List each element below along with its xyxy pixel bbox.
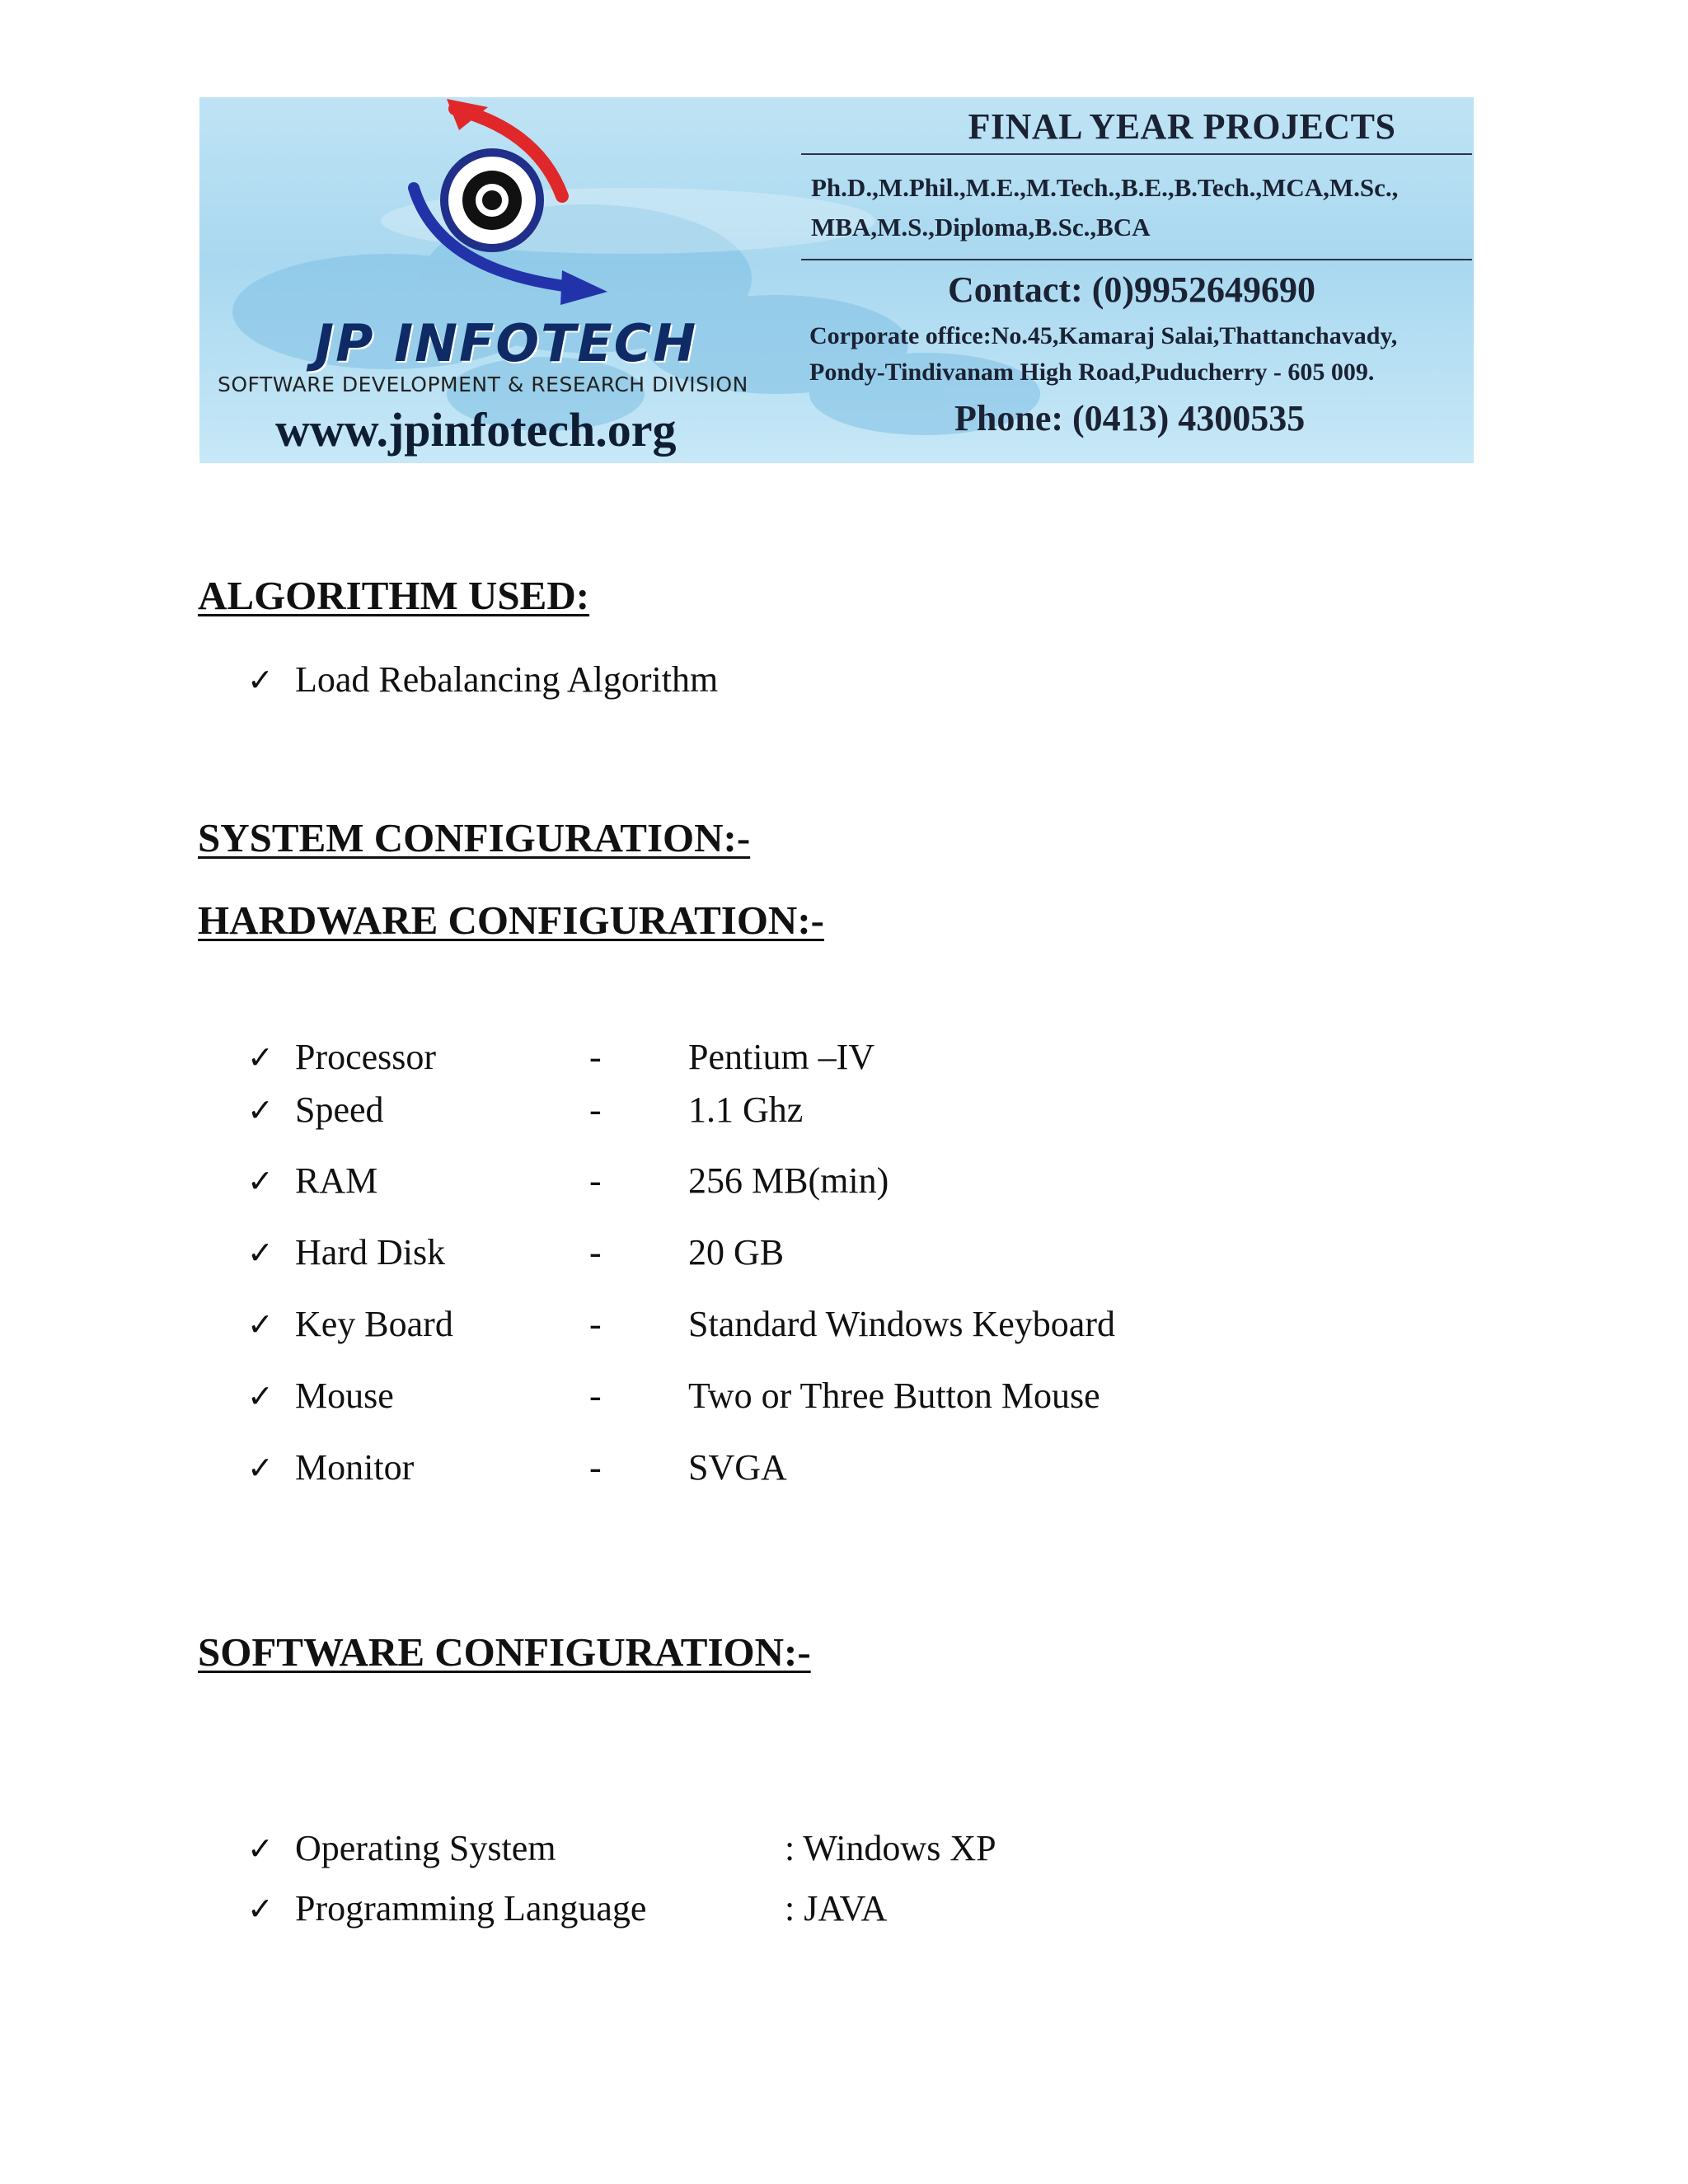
contact-number: Contact: (0)9952649690 <box>948 269 1316 310</box>
item-label: Hard Disk <box>295 1232 446 1272</box>
brand-name: JP INFOTECH <box>315 313 698 373</box>
item-value: : Windows XP <box>785 1828 996 1868</box>
item-value: 20 GB <box>688 1232 785 1272</box>
item-label: Processor <box>295 1037 437 1077</box>
degrees-line: Ph.D.,M.Phil.,M.E.,M.Tech.,B.E.,B.Tech.,MCA,M.Sc., <box>811 173 1399 202</box>
item-value: SVGA <box>688 1447 787 1488</box>
checkmark-icon: ✓ <box>247 1450 274 1486</box>
item-value: Standard Windows Keyboard <box>688 1304 1115 1344</box>
degrees-line: MBA,M.S.,Diploma,B.Sc.,BCA <box>811 213 1151 241</box>
banner-divider <box>801 259 1472 260</box>
address-line: Pondy-Tindivanam High Road,Puducherry - 605 009. <box>809 359 1375 386</box>
item-value: Pentium –IV <box>688 1037 875 1077</box>
checkmark-icon: ✓ <box>247 1092 274 1128</box>
item-label: Programming Language <box>295 1888 647 1929</box>
checkmark-icon: ✓ <box>247 662 274 698</box>
address-line: Corporate office:No.45,Kamaraj Salai,Thattanchavady, <box>809 322 1398 349</box>
office-address <box>809 318 1469 391</box>
system-config-heading: SYSTEM CONFIGURATION:- <box>198 815 751 860</box>
checkmark-icon: ✓ <box>247 1163 274 1199</box>
item-label: Key Board <box>295 1304 453 1344</box>
degrees-list <box>811 168 1470 247</box>
checkmark-icon: ✓ <box>247 1039 274 1076</box>
phone-number: Phone: (0413) 4300535 <box>954 398 1306 438</box>
item-value: 256 MB(min) <box>688 1160 889 1201</box>
algorithm-heading: ALGORITHM USED: <box>198 573 590 618</box>
checkmark-icon: ✓ <box>247 1891 274 1927</box>
item-label: Monitor <box>295 1447 415 1488</box>
item-separator: - <box>589 1037 602 1077</box>
item-label: Load Rebalancing Algorithm <box>295 659 719 700</box>
item-value: Two or Three Button Mouse <box>688 1376 1100 1416</box>
item-separator: - <box>589 1160 602 1201</box>
item-separator: - <box>589 1447 602 1488</box>
logo-eye-arrows-icon <box>323 97 669 312</box>
item-value: : JAVA <box>785 1888 888 1929</box>
banner-divider <box>801 153 1472 155</box>
header-banner <box>199 97 1474 463</box>
item-separator: - <box>589 1376 602 1416</box>
checkmark-icon: ✓ <box>247 1378 274 1414</box>
banner-title: FINAL YEAR PROJECTS <box>968 106 1396 147</box>
item-label: Mouse <box>295 1376 394 1416</box>
item-value: 1.1 Ghz <box>688 1090 804 1130</box>
software-config-heading: SOFTWARE CONFIGURATION:- <box>198 1629 811 1675</box>
item-separator: - <box>589 1304 602 1344</box>
website-link[interactable]: www.jpinfotech.org <box>275 403 677 457</box>
checkmark-icon: ✓ <box>247 1830 274 1867</box>
brand-tagline: SOFTWARE DEVELOPMENT & RESEARCH DIVISION <box>218 373 748 396</box>
checkmark-icon: ✓ <box>247 1235 274 1271</box>
checkmark-icon: ✓ <box>247 1306 274 1343</box>
item-label: Speed <box>295 1090 384 1130</box>
hardware-config-heading: HARDWARE CONFIGURATION:- <box>198 898 824 943</box>
item-separator: - <box>589 1090 602 1130</box>
item-label: RAM <box>295 1160 378 1201</box>
item-label: Operating System <box>295 1828 556 1868</box>
item-separator: - <box>589 1232 602 1272</box>
